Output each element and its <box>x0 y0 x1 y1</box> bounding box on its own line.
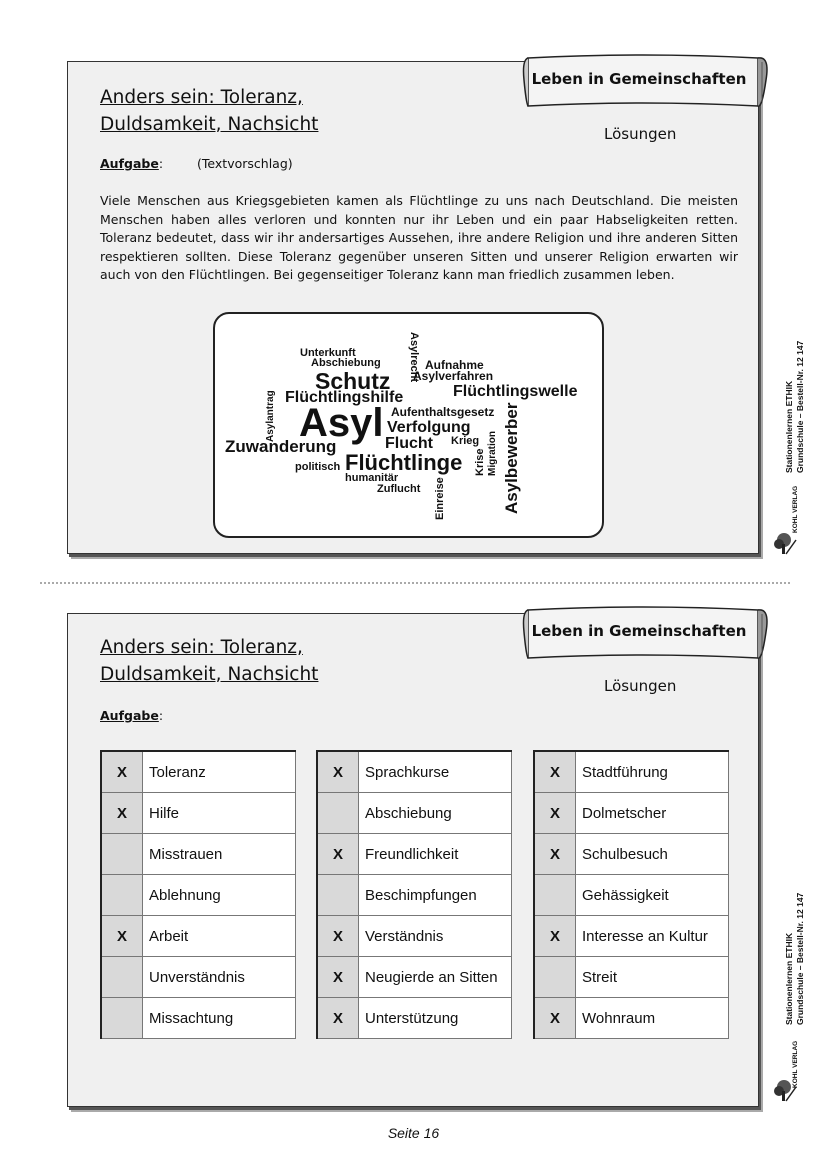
checklist-item: Beschimpfungen <box>359 875 512 916</box>
banner-label: Leben in Gemeinschaften <box>531 70 747 88</box>
cloud-word: Asylbewerber <box>502 402 521 514</box>
cloud-word: Flüchtlingswelle <box>453 383 578 400</box>
worksheet-title: Anders sein: Toleranz, Duldsamkeit, Nachsicht <box>100 87 319 135</box>
solutions-label: Lösungen <box>604 677 677 695</box>
check-mark: X <box>101 751 143 793</box>
checklist-table-3 <box>533 750 729 1039</box>
cloud-word: politisch <box>295 461 341 473</box>
checklist-item: Gehässigkeit <box>576 875 729 916</box>
cloud-word: Abschiebung <box>311 357 381 369</box>
check-mark: X <box>534 916 576 957</box>
table-row <box>534 875 729 916</box>
checklist-item: Freundlichkeit <box>359 834 512 875</box>
table-row <box>317 834 512 875</box>
publisher-logo-text: KOHL VERLAG <box>792 1040 799 1088</box>
checklist-table-2 <box>316 750 512 1039</box>
tree-logo-icon <box>772 530 802 560</box>
table-row <box>101 751 296 793</box>
cloud-word: Asyl <box>299 401 384 445</box>
checklist-item: Toleranz <box>143 751 296 793</box>
check-mark <box>317 875 359 916</box>
worksheet-card-solution-text <box>67 61 759 554</box>
table-row <box>534 916 729 957</box>
check-mark: X <box>317 957 359 998</box>
scroll-banner <box>522 50 772 114</box>
check-mark <box>101 957 143 998</box>
cloud-word: Krieg <box>451 435 480 447</box>
worksheet-title: Anders sein: Toleranz, Duldsamkeit, Nachsicht <box>100 637 319 685</box>
table-row <box>534 998 729 1039</box>
check-mark <box>534 957 576 998</box>
cloud-word: Schutz <box>315 368 391 394</box>
check-mark: X <box>317 998 359 1039</box>
cloud-word: Migration <box>487 431 498 476</box>
checklist-item: Verständnis <box>359 916 512 957</box>
checklist-item: Schulbesuch <box>576 834 729 875</box>
worksheet-card-solution-checklist <box>67 613 759 1107</box>
checklist-item: Abschiebung <box>359 793 512 834</box>
cloud-word: Zuwanderung <box>225 437 337 456</box>
check-mark: X <box>101 916 143 957</box>
table-row <box>101 793 296 834</box>
check-mark <box>317 793 359 834</box>
checklist-item: Ablehnung <box>143 875 296 916</box>
series-info: Stationenlernen ETHIK Grundschule – Bestell-Nr. 12 147 <box>784 892 805 1025</box>
publisher-logo-text: KOHL VERLAG <box>792 485 799 533</box>
cut-line <box>40 582 790 584</box>
checklist-item: Streit <box>576 957 729 998</box>
checklist-item: Dolmetscher <box>576 793 729 834</box>
table-row <box>101 916 296 957</box>
check-mark: X <box>317 751 359 793</box>
task-heading: Aufgabe: (Textvorschlag) <box>100 156 293 171</box>
checklist-item: Interesse an Kultur <box>576 916 729 957</box>
table-row <box>534 793 729 834</box>
table-row <box>317 998 512 1039</box>
checklist-item: Misstrauen <box>143 834 296 875</box>
table-row <box>317 751 512 793</box>
check-mark: X <box>534 751 576 793</box>
check-mark: X <box>534 834 576 875</box>
solution-paragraph: Viele Menschen aus Kriegsgebieten kamen als Flüchtlinge zu uns nach Deutschland. Die meisten Menschen haben alles verloren und konnten nur ihr Leben und ein paar Habseligkeiten retten. Toleranz bedeutet, dass wir ihr andersartiges Aussehen, ihre andere Religion und ihre anderen Sitten respektieren sollten. Diese Toleranz gegenüber unseren Sitten und unserer Religion erwarten wir auch von den Flüchtlingen. Bei gegenseitiger Toleranz kann man friedlich zusammen leben. <box>100 193 738 282</box>
cloud-word: Zuflucht <box>377 483 421 495</box>
task-hint: (Textvorschlag) <box>197 156 293 171</box>
publisher-side-strip <box>770 290 820 580</box>
table-row <box>534 957 729 998</box>
check-mark: X <box>101 793 143 834</box>
checklist-item: Wohnraum <box>576 998 729 1039</box>
check-mark <box>101 875 143 916</box>
cloud-word: Aufenthaltsgesetz <box>391 405 495 419</box>
checklist-item: Hilfe <box>143 793 296 834</box>
cloud-word: Flucht <box>385 435 433 452</box>
check-mark: X <box>317 916 359 957</box>
series-info: Stationenlernen ETHIK Grundschule – Bestell-Nr. 12 147 <box>784 340 805 473</box>
table-row <box>101 834 296 875</box>
task-heading: Aufgabe: <box>100 708 164 723</box>
solutions-label: Lösungen <box>604 125 677 143</box>
checklist-item: Unverständnis <box>143 957 296 998</box>
tree-logo-icon <box>772 1077 802 1107</box>
checklist-item: Unterstützung <box>359 998 512 1039</box>
checklist-item: Sprachkurse <box>359 751 512 793</box>
check-mark <box>101 998 143 1039</box>
table-row <box>534 834 729 875</box>
cloud-word: Krise <box>474 448 486 476</box>
table-row <box>317 957 512 998</box>
cloud-word: Aufnahme <box>425 358 484 372</box>
cloud-word: Asylantrag <box>265 390 276 442</box>
table-row <box>534 751 729 793</box>
cloud-word: humanitär <box>345 472 399 484</box>
cloud-word: Asylverfahren <box>413 369 494 383</box>
checklist-item: Stadtführung <box>576 751 729 793</box>
publisher-side-strip <box>770 845 820 1110</box>
page-number: Seite 16 <box>387 1125 440 1141</box>
table-row <box>101 998 296 1039</box>
table-row <box>101 875 296 916</box>
check-mark: X <box>534 998 576 1039</box>
check-mark <box>534 875 576 916</box>
word-cloud <box>213 312 604 538</box>
table-row <box>101 957 296 998</box>
table-row <box>317 916 512 957</box>
table-row <box>317 793 512 834</box>
check-mark: X <box>534 793 576 834</box>
cloud-word: Flüchtlinge <box>345 450 463 475</box>
table-row <box>317 875 512 916</box>
check-mark: X <box>317 834 359 875</box>
scroll-banner <box>522 602 772 666</box>
checklist-item: Neugierde an Sitten <box>359 957 512 998</box>
checklist-table-1 <box>100 750 296 1039</box>
cloud-word: Einreise <box>434 477 446 520</box>
cloud-word: Unterkunft <box>300 347 356 359</box>
banner-label: Leben in Gemeinschaften <box>531 622 747 640</box>
checklist-item: Arbeit <box>143 916 296 957</box>
cloud-word: Flüchtlingshilfe <box>285 389 404 406</box>
cloud-word: Verfolgung <box>387 419 471 436</box>
check-mark <box>101 834 143 875</box>
checklist-item: Missachtung <box>143 998 296 1039</box>
cloud-word: Asylrecht <box>408 332 420 383</box>
